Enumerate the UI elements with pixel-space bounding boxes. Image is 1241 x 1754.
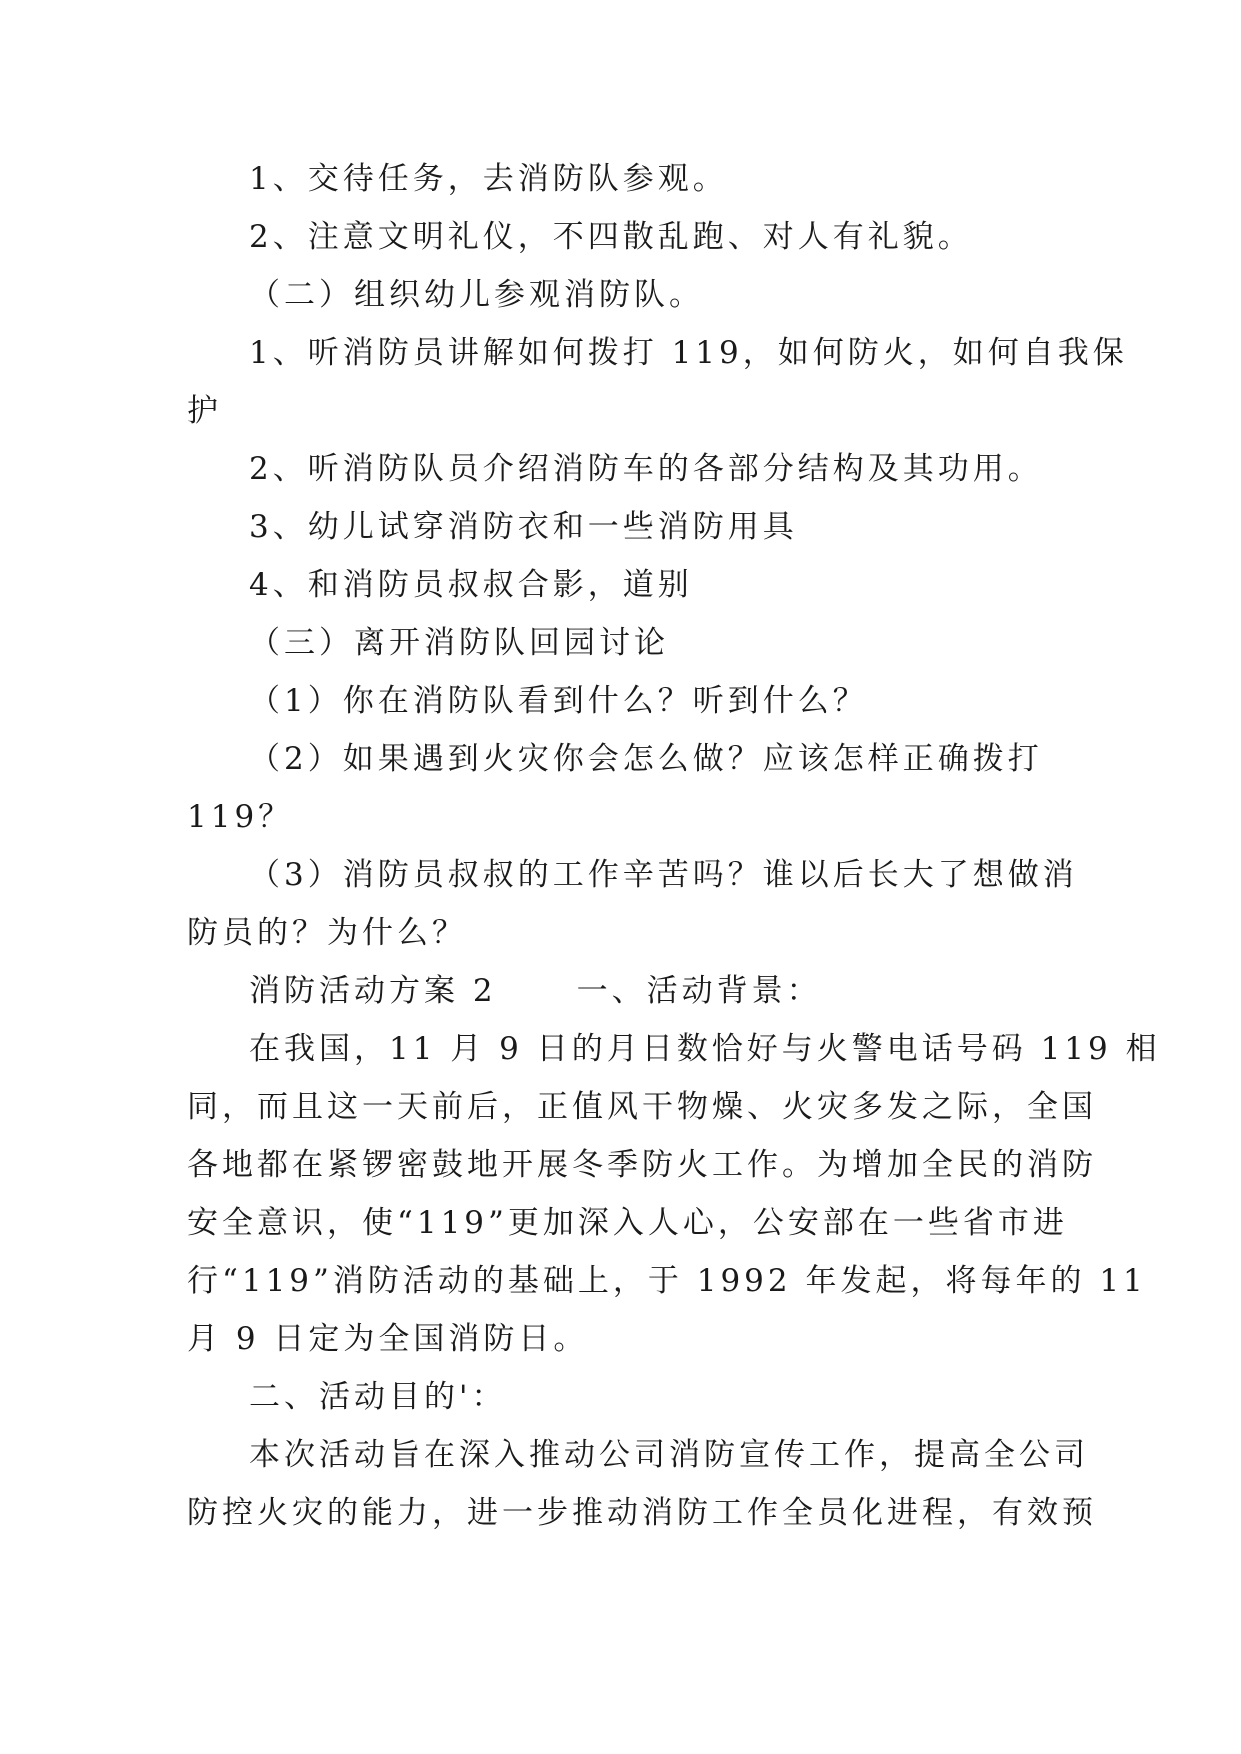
text-line: 防控火灾的能力，进一步推动消防工作全员化进程，有效预 (187, 1495, 1097, 1531)
text-line: （1）你在消防队看到什么？听到什么？ (249, 683, 868, 719)
text-line: 防员的？为什么？ (187, 915, 467, 951)
text-line: 119？ (187, 799, 294, 835)
text-line: 各地都在紧锣密鼓地开展冬季防火工作。为增加全民的消防 (187, 1147, 1097, 1183)
text-line: （3）消防员叔叔的工作辛苦吗？谁以后长大了想做消 (249, 857, 1078, 893)
text-line: 4、和消防员叔叔合影，道别 (249, 567, 693, 603)
text-line: 行“119”消防活动的基础上，于 1992 年发起，将每年的 11 (187, 1263, 1147, 1299)
text-line: 1、交待任务，去消防队参观。 (249, 161, 728, 197)
text-line: 月 9 日定为全国消防日。 (187, 1321, 589, 1357)
text-line: 2、听消防队员介绍消防车的各部分结构及其功用。 (249, 451, 1043, 487)
text-line: 3、幼儿试穿消防衣和一些消防用具 (249, 509, 798, 545)
plan-title: 消防活动方案 2 (249, 973, 497, 1009)
section-heading: 二、活动目的'： (249, 1379, 507, 1415)
text-line: 护 (187, 393, 222, 429)
section-heading: 一、活动背景： (576, 973, 822, 1009)
text-line: 安全意识，使“119”更加深入人心，公安部在一些省市进 (187, 1205, 1068, 1241)
section-heading: （二）组织幼儿参观消防队。 (249, 277, 704, 313)
section-heading: （三）离开消防队回园讨论 (249, 625, 669, 661)
text-line: 本次活动旨在深入推动公司消防宣传工作，提高全公司 (249, 1437, 1089, 1473)
text-line: （2）如果遇到火灾你会怎么做？应该怎样正确拨打 (249, 741, 1043, 777)
plan-title-line (249, 962, 822, 1020)
text-line: 在我国，11 月 9 日的月日数恰好与火警电话号码 119 相 (249, 1031, 1161, 1067)
text-line: 1、听消防员讲解如何拨打 119，如何防火，如何自我保 (249, 335, 1128, 371)
text-line: 2、注意文明礼仪，不四散乱跑、对人有礼貌。 (249, 219, 973, 255)
text-line: 同，而且这一天前后，正值风干物燥、火灾多发之际，全国 (187, 1089, 1097, 1125)
